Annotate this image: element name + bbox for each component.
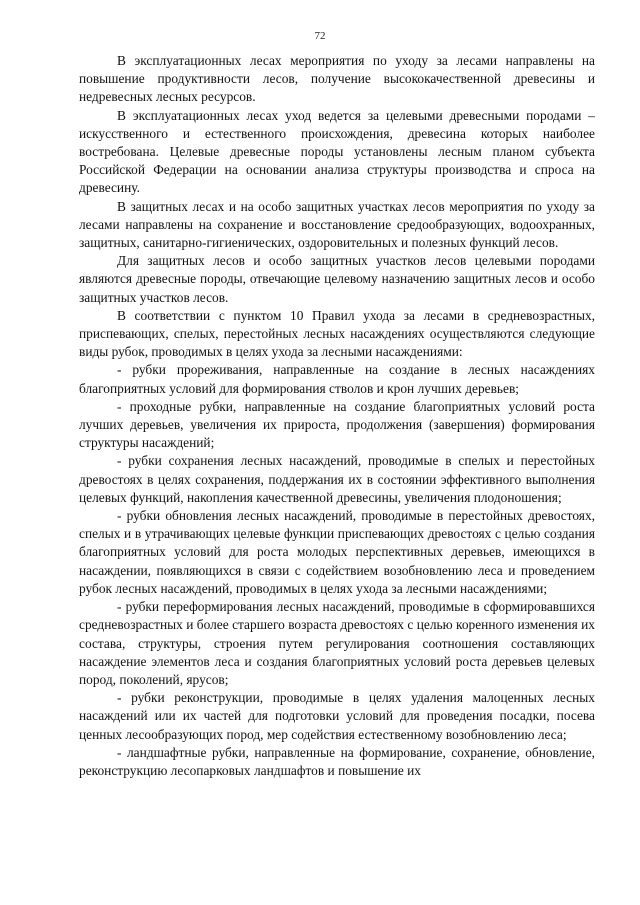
- paragraph-cutting-types-intro: В соответствии с пунктом 10 Правил ухода за лесами в средневозрастных, приспевающих, спелых, перестойных лесных насаждениях осуществляются следующие виды рубок, проводимых в целях ухода за лесными насаждениями:: [79, 307, 595, 360]
- list-item-landscape-cutting: - ландшафтные рубки, направленные на формирование, сохранение, обновление, реконструкцию лесопарковых ландшафтов и повышение их: [79, 744, 595, 778]
- paragraph-protective-forests-goals: В защитных лесах и на особо защитных участках лесов мероприятия по уходу за лесами направлены на сохранение и восстановление средообразующих, водоохранных, защитных, санитарно-гигиенических, оздоровительных и полезных функций лесов.: [79, 198, 595, 251]
- document-body: [79, 52, 595, 780]
- paragraph-exploitation-forests-goals: В эксплуатационных лесах мероприятия по уходу за лесами направлены на повышение продуктивности лесов, получение высококачественной древесины и недревесных лесных ресурсов.: [79, 53, 595, 105]
- list-item-preservation-cutting: - рубки сохранения лесных насаждений, проводимые в спелых и перестойных древостоях в целях сохранения, поддержания их в состоянии эффективного выполнения целевых функций, накопления качественной древесины, увеличения плодоношения;: [79, 453, 595, 505]
- page-number: 72: [314, 30, 326, 42]
- list-item-renewal-cutting: - рубки обновления лесных насаждений, проводимые в перестойных древостоях, спелых и в утрачивающих целевые функции приспевающих древостоях с целью создания благоприятных условий для роста молодых перспективных деревьев, имеющихся в насаждении, появляющихся в связи с содействием возобновлению леса и проведением рубок лесных насаждений, проводимых в целях ухода за лесными насаждениями;: [79, 508, 595, 596]
- paragraph-protective-target-species: Для защитных лесов и особо защитных участков лесов целевыми породами являются древесные породы, отвечающие целевому назначению защитных лесов и особо защитных участков лесов.: [79, 253, 595, 305]
- list-item-reconstruction-cutting: - рубки реконструкции, проводимые в целях удаления малоценных лесных насаждений или их частей для подготовки условий для проведения посадки, посева ценных лесообразующих пород, мер содействия естественному возобновлению леса;: [79, 690, 595, 742]
- list-item-thinning: - рубки прореживания, направленные на создание в лесных насаждениях благоприятных условий для формирования стволов и крон лучших деревьев;: [79, 362, 595, 396]
- paragraph-target-species: В эксплуатационных лесах уход ведется за целевыми древесными породами – искусственного и естественного происхождения, древесина которых наиболее востребована. Целевые древесные породы установлены лесным планом субъекта Российской Федерации на основании анализа структуры производства и спроса на древесину.: [79, 107, 595, 196]
- list-item-passage-cutting: - проходные рубки, направленные на создание благоприятных условий роста лучших деревьев, увеличения их прироста, продолжения (завершения) формирования структуры насаждений;: [79, 398, 595, 451]
- list-item-reformation-cutting: - рубки переформирования лесных насаждений, проводимые в сформировавшихся средневозрастных и более старшего возраста древостоях с целью коренного изменения их состава, структуры, строения путем регулирования соотношения составляющих насаждение элементов леса и создания благоприятных условий роста деревьев целевых пород, поколений, ярусов;: [79, 599, 595, 687]
